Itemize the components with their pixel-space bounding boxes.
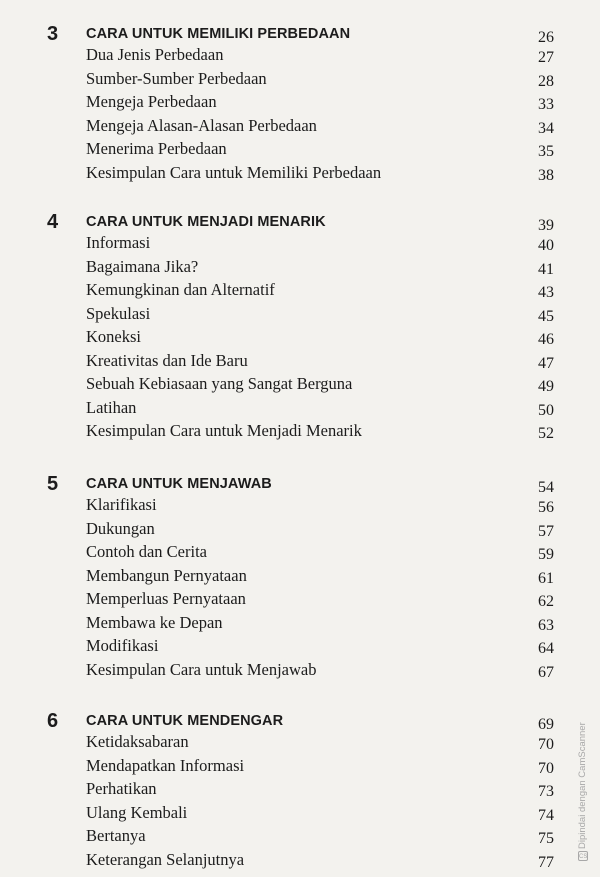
- entry-label: Kesimpulan Cara untuk Menjawab: [86, 659, 317, 679]
- toc-entry[interactable]: [86, 91, 554, 115]
- toc-entry[interactable]: [86, 303, 554, 327]
- entry-page: 70: [538, 736, 554, 753]
- toc-entry[interactable]: [86, 825, 554, 849]
- entry-page: 75: [538, 830, 554, 847]
- entry-page: 43: [538, 284, 554, 301]
- entry-label: Klarifikasi: [86, 495, 157, 514]
- toc-entry[interactable]: [86, 373, 554, 397]
- entry-page: 52: [538, 425, 554, 442]
- toc-entry[interactable]: [86, 635, 554, 659]
- entry-label: Bagaimana Jika?: [86, 256, 199, 276]
- entry-label: Membangun Pernyataan: [86, 565, 247, 585]
- toc-entry[interactable]: [86, 232, 554, 256]
- toc-entry[interactable]: [86, 588, 554, 612]
- entry-label: Mengeja Alasan-Alasan Perbedaan: [86, 115, 317, 135]
- toc-entry[interactable]: [86, 659, 554, 683]
- toc-entry[interactable]: [86, 162, 554, 186]
- toc-entry[interactable]: [86, 755, 554, 779]
- toc-entry[interactable]: [86, 420, 554, 444]
- toc-entry[interactable]: [86, 849, 554, 873]
- chapter-page: 54: [538, 479, 554, 496]
- toc-entry[interactable]: [86, 138, 554, 162]
- entry-label: Sebuah Kebiasaan yang Sangat Berguna: [86, 374, 353, 393]
- entry-label: Koneksi: [86, 327, 141, 346]
- toc-entry[interactable]: [86, 68, 554, 92]
- toc-entry[interactable]: [86, 256, 554, 280]
- entry-label: Informasi: [86, 233, 151, 252]
- chapter-title: CARA UNTUK MENDENGAR: [86, 713, 284, 729]
- toc-entry[interactable]: [86, 279, 554, 303]
- chapter-title: CARA UNTUK MEMILIKI PERBEDAAN: [86, 26, 351, 42]
- scanner-watermark-text: Dipindai dengan CamScanner: [577, 722, 588, 849]
- entry-label: Contoh dan Cerita: [86, 542, 207, 561]
- chapter-number: 6: [47, 710, 59, 732]
- toc-entry[interactable]: [86, 518, 554, 542]
- scanner-watermark: [575, 700, 591, 865]
- toc-entry[interactable]: [86, 397, 554, 421]
- entry-label: Kemungkinan dan Alternatif: [86, 280, 275, 299]
- entry-label: Dukungan: [86, 518, 155, 538]
- toc-entry[interactable]: [86, 778, 554, 802]
- entry-page: 56: [538, 499, 554, 516]
- entry-page: 28: [538, 72, 554, 90]
- entry-label: Kesimpulan Cara untuk Memiliki Perbedaan: [86, 162, 382, 182]
- entry-label: Keterangan Selanjutnya: [86, 849, 245, 869]
- entry-label: Dua Jenis Perbedaan: [86, 45, 224, 64]
- toc-entry[interactable]: [86, 44, 554, 68]
- entry-page: 73: [538, 783, 554, 800]
- entry-label: Ulang Kembali: [86, 802, 188, 822]
- entry-page: 27: [538, 49, 554, 66]
- entry-page: 70: [538, 759, 554, 777]
- chapter-page: 39: [538, 217, 554, 234]
- entry-page: 40: [538, 237, 554, 254]
- toc-entry[interactable]: [86, 731, 554, 755]
- entry-page: 38: [538, 166, 554, 184]
- entry-label: Kesimpulan Cara untuk Menjadi Menarik: [86, 421, 362, 440]
- toc-entry[interactable]: [86, 541, 554, 565]
- entry-label: Perhatikan: [86, 779, 157, 798]
- entry-page: 33: [538, 96, 554, 113]
- entry-page: 59: [538, 546, 554, 563]
- chapter-page: 69: [538, 716, 554, 733]
- entry-page: 62: [538, 593, 554, 610]
- entry-page: 35: [538, 143, 554, 160]
- entry-page: 64: [538, 640, 554, 657]
- chapter-number: 3: [47, 23, 59, 45]
- entry-page: 34: [538, 119, 554, 137]
- entry-page: 67: [538, 663, 554, 681]
- entry-label: Mendapatkan Informasi: [86, 755, 245, 775]
- entry-page: 47: [538, 354, 554, 372]
- entry-label: Latihan: [86, 397, 137, 417]
- chapter-page: 26: [538, 29, 554, 46]
- entry-label: Mengeja Perbedaan: [86, 92, 217, 111]
- entry-page: 45: [538, 307, 554, 325]
- entry-label: Memperluas Pernyataan: [86, 589, 246, 608]
- toc-entry[interactable]: [86, 612, 554, 636]
- chapter-title: CARA UNTUK MENJADI MENARIK: [86, 214, 326, 230]
- entry-page: 46: [538, 331, 554, 348]
- entry-page: 50: [538, 401, 554, 419]
- chapter-number: 5: [47, 473, 59, 495]
- entry-page: 63: [538, 616, 554, 634]
- entry-page: 77: [538, 853, 554, 871]
- toc-entry[interactable]: [86, 326, 554, 350]
- toc-entry[interactable]: [86, 350, 554, 374]
- entry-page: 49: [538, 378, 554, 395]
- entry-page: 74: [538, 806, 554, 824]
- camscanner-logo-icon: CS: [578, 851, 588, 861]
- entry-label: Spekulasi: [86, 303, 151, 323]
- chapter-title: CARA UNTUK MENJAWAB: [86, 476, 272, 492]
- chapter-number: 4: [47, 211, 59, 233]
- entry-page: 61: [538, 569, 554, 587]
- entry-label: Membawa ke Depan: [86, 612, 223, 632]
- entry-label: Menerima Perbedaan: [86, 139, 227, 158]
- toc-entry[interactable]: [86, 565, 554, 589]
- entry-label: Modifikasi: [86, 636, 159, 655]
- entry-page: 41: [538, 260, 554, 278]
- entry-label: Ketidaksabaran: [86, 732, 189, 751]
- entry-label: Kreativitas dan Ide Baru: [86, 350, 248, 370]
- toc-entry[interactable]: [86, 115, 554, 139]
- entry-page: 57: [538, 522, 554, 540]
- toc-entry[interactable]: [86, 802, 554, 826]
- entry-label: Sumber-Sumber Perbedaan: [86, 68, 267, 88]
- toc-entry[interactable]: [86, 494, 554, 518]
- entry-label: Bertanya: [86, 826, 146, 845]
